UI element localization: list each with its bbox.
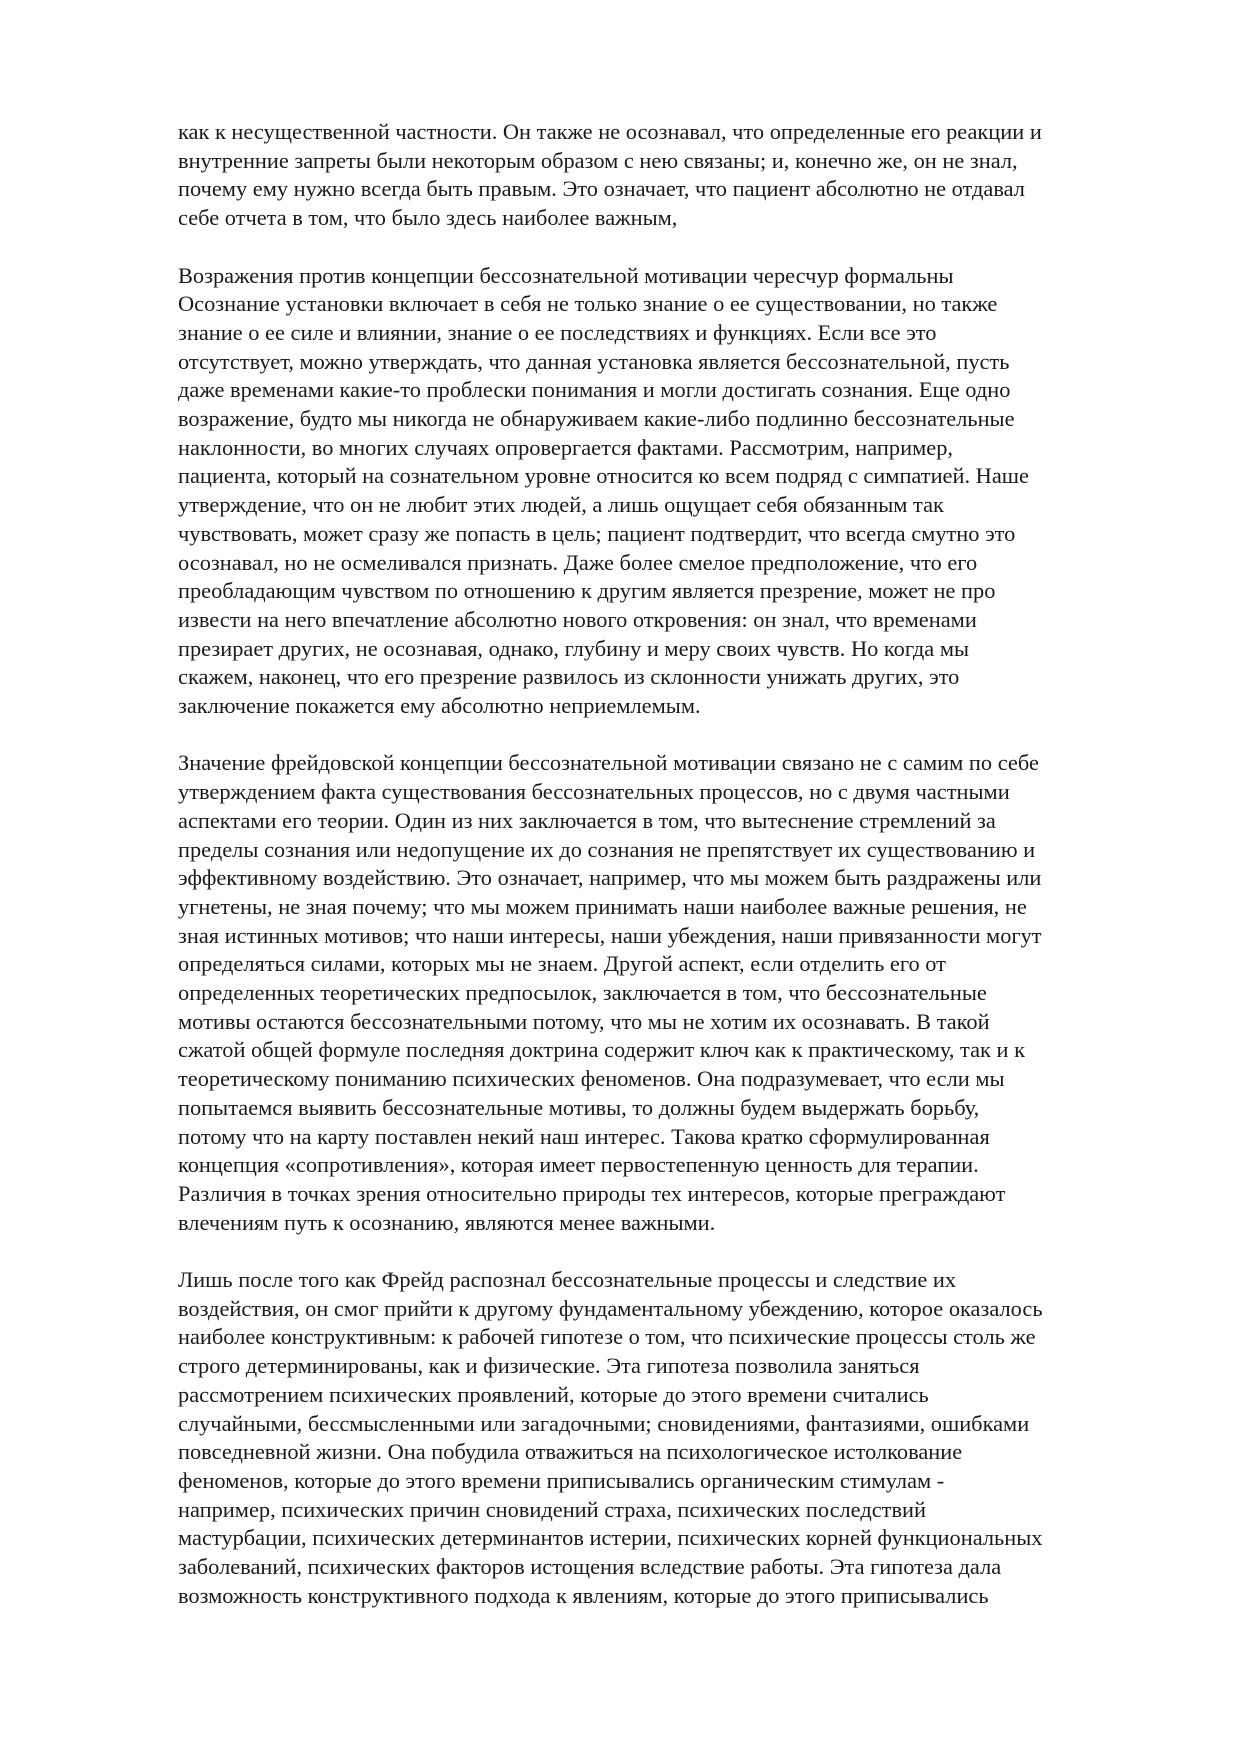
text-line: даже временами какие-то проблески понимания и могли достигать сознания. Еще одно xyxy=(178,377,1011,403)
body-text xyxy=(178,118,1158,1639)
text-line: утверждением факта существования бессознательных процессов, но с двумя частными xyxy=(178,779,1010,805)
paragraph-1 xyxy=(178,118,1158,233)
text-line: себе отчета в том, что было здесь наиболее важным, xyxy=(178,205,678,231)
paragraph-3 xyxy=(178,749,1158,1237)
text-line: аспектами его теории. Один из них заключается в том, что вытеснение стремлений за xyxy=(178,807,996,833)
text-line: повседневной жизни. Она побудила отважиться на психологическое истолкование xyxy=(178,1439,963,1465)
text-line: заболеваний, психических факторов истощения вследствие работы. Эта гипотеза дала xyxy=(178,1554,1002,1580)
text-line: возможность конструктивного подхода к явлениям, которые до этого приписывались xyxy=(178,1582,989,1608)
text-line: утверждение, что он не любит этих людей, а лишь ощущает себя обязанным так xyxy=(178,492,944,518)
text-line: Различия в точках зрения относительно природы тех интересов, которые преграждают xyxy=(178,1180,1006,1206)
text-line: строго детерминированы, как и физические. Эта гипотеза позволила заняться xyxy=(178,1353,920,1379)
text-line: рассмотрением психических проявлений, которые до этого времени считались xyxy=(178,1381,929,1407)
text-line: как к несущественной частности. Он также не осознавал, что определенные его реакции и xyxy=(178,119,1042,144)
text-line: Значение фрейдовской концепции бессознательной мотивации связано не с самим по себе xyxy=(178,750,1039,776)
text-line: Лишь после того как Фрейд распознал бессознательные процессы и следствие их xyxy=(178,1267,957,1293)
text-line: случайными, бессмысленными или загадочными; сновидениями, фантазиями, ошибками xyxy=(178,1410,1030,1436)
text-line: презирает других, не осознавая, однако, глубину и меру своих чувств. Но когда мы xyxy=(178,635,970,661)
text-line: сжатой общей формуле последняя доктрина содержит ключ как к практическому, так и к xyxy=(178,1037,1025,1063)
text-line: отсутствует, можно утверждать, что данная установка является бессознательной, пусть xyxy=(178,348,1010,374)
text-line: феноменов, которые до этого времени приписывались органическим стимулам - xyxy=(178,1468,945,1493)
text-line: концепция «сопротивления», которая имеет первостепенную ценность для терапии. xyxy=(178,1152,979,1178)
text-line: внутренние запреты были некоторым образом с нею связаны; и, конечно же, он не знал, xyxy=(178,147,1018,173)
text-line: извести на него впечатление абсолютно нового откровения: он знал, что временами xyxy=(178,606,977,632)
text-line: почему ему нужно всегда быть правым. Это означает, что пациент абсолютно не отдавал xyxy=(178,176,1025,202)
text-line: воздействия, он смог прийти к другому фундаментальному убеждению, которое оказалось xyxy=(178,1295,1043,1321)
paragraph-4 xyxy=(178,1266,1158,1610)
text-line: попытаемся выявить бессознательные мотивы, то должны будем выдержать борьбу, xyxy=(178,1094,980,1120)
text-line: Возражения против концепции бессознательной мотивации чересчур формальны xyxy=(178,262,954,288)
text-line: мастурбации, психических детерминантов истерии, психических корней функциональных xyxy=(178,1525,1043,1551)
text-line: чувствовать, может сразу же попасть в цель; пациент подтвердит, что всегда смутно это xyxy=(178,520,1016,546)
text-line: теоретическому пониманию психических феноменов. Она подразумевает, что если мы xyxy=(178,1066,1005,1092)
text-line: наиболее конструктивным: к рабочей гипотезе о том, что психические процессы столь же xyxy=(178,1324,1036,1350)
text-line: знание о ее силе и влиянии, знание о ее последствиях и функциях. Если все это xyxy=(178,319,937,345)
text-line: пределы сознания или недопущение их до сознания не препятствует их существованию и xyxy=(178,836,1036,862)
text-line: определенных теоретических предпосылок, заключается в том, что бессознательные xyxy=(178,980,987,1006)
text-line: определяться силами, которых мы не знаем. Другой аспект, если отделить его от xyxy=(178,951,946,977)
paragraph-2 xyxy=(178,262,1158,721)
text-line: осознавал, но не осмеливался признать. Даже более смелое предположение, что его xyxy=(178,549,978,575)
text-line: преобладающим чувством по отношению к другим является презрение, может не про xyxy=(178,578,996,604)
text-line: возражение, будто мы никогда не обнаруживаем какие-либо подлинно бессознательные xyxy=(178,406,1015,432)
text-line: зная истинных мотивов; что наши интересы, наши убеждения, наши привязанности могут xyxy=(178,922,1042,948)
text-line: пациента, который на сознательном уровне относится ко всем подряд с симпатией. Наше xyxy=(178,463,1029,489)
text-line: заключение покажется ему абсолютно неприемлемым. xyxy=(178,693,701,719)
text-line: Осознание установки включает в себя не только знание о ее существовании, но также xyxy=(178,291,998,317)
text-line: мотивы остаются бессознательными потому, что мы не хотим их осознавать. В такой xyxy=(178,1008,990,1034)
text-line: скажем, наконец, что его презрение развилось из склонности унижать других, это xyxy=(178,664,960,690)
text-line: эффективному воздействию. Это означает, например, что мы можем быть раздражены или xyxy=(178,865,1042,891)
text-line: наклонности, во многих случаях опровергается фактами. Рассмотрим, например, xyxy=(178,434,953,460)
text-line: например, психических причин сновидений страха, психических последствий xyxy=(178,1496,926,1522)
text-line: влечениям путь к осознанию, являются менее важными. xyxy=(178,1209,716,1235)
text-line: угнетены, не зная почему; что мы можем принимать наши наиболее важные решения, не xyxy=(178,893,1027,919)
text-line: потому что на карту поставлен некий наш интерес. Такова кратко сформулированная xyxy=(178,1123,990,1149)
